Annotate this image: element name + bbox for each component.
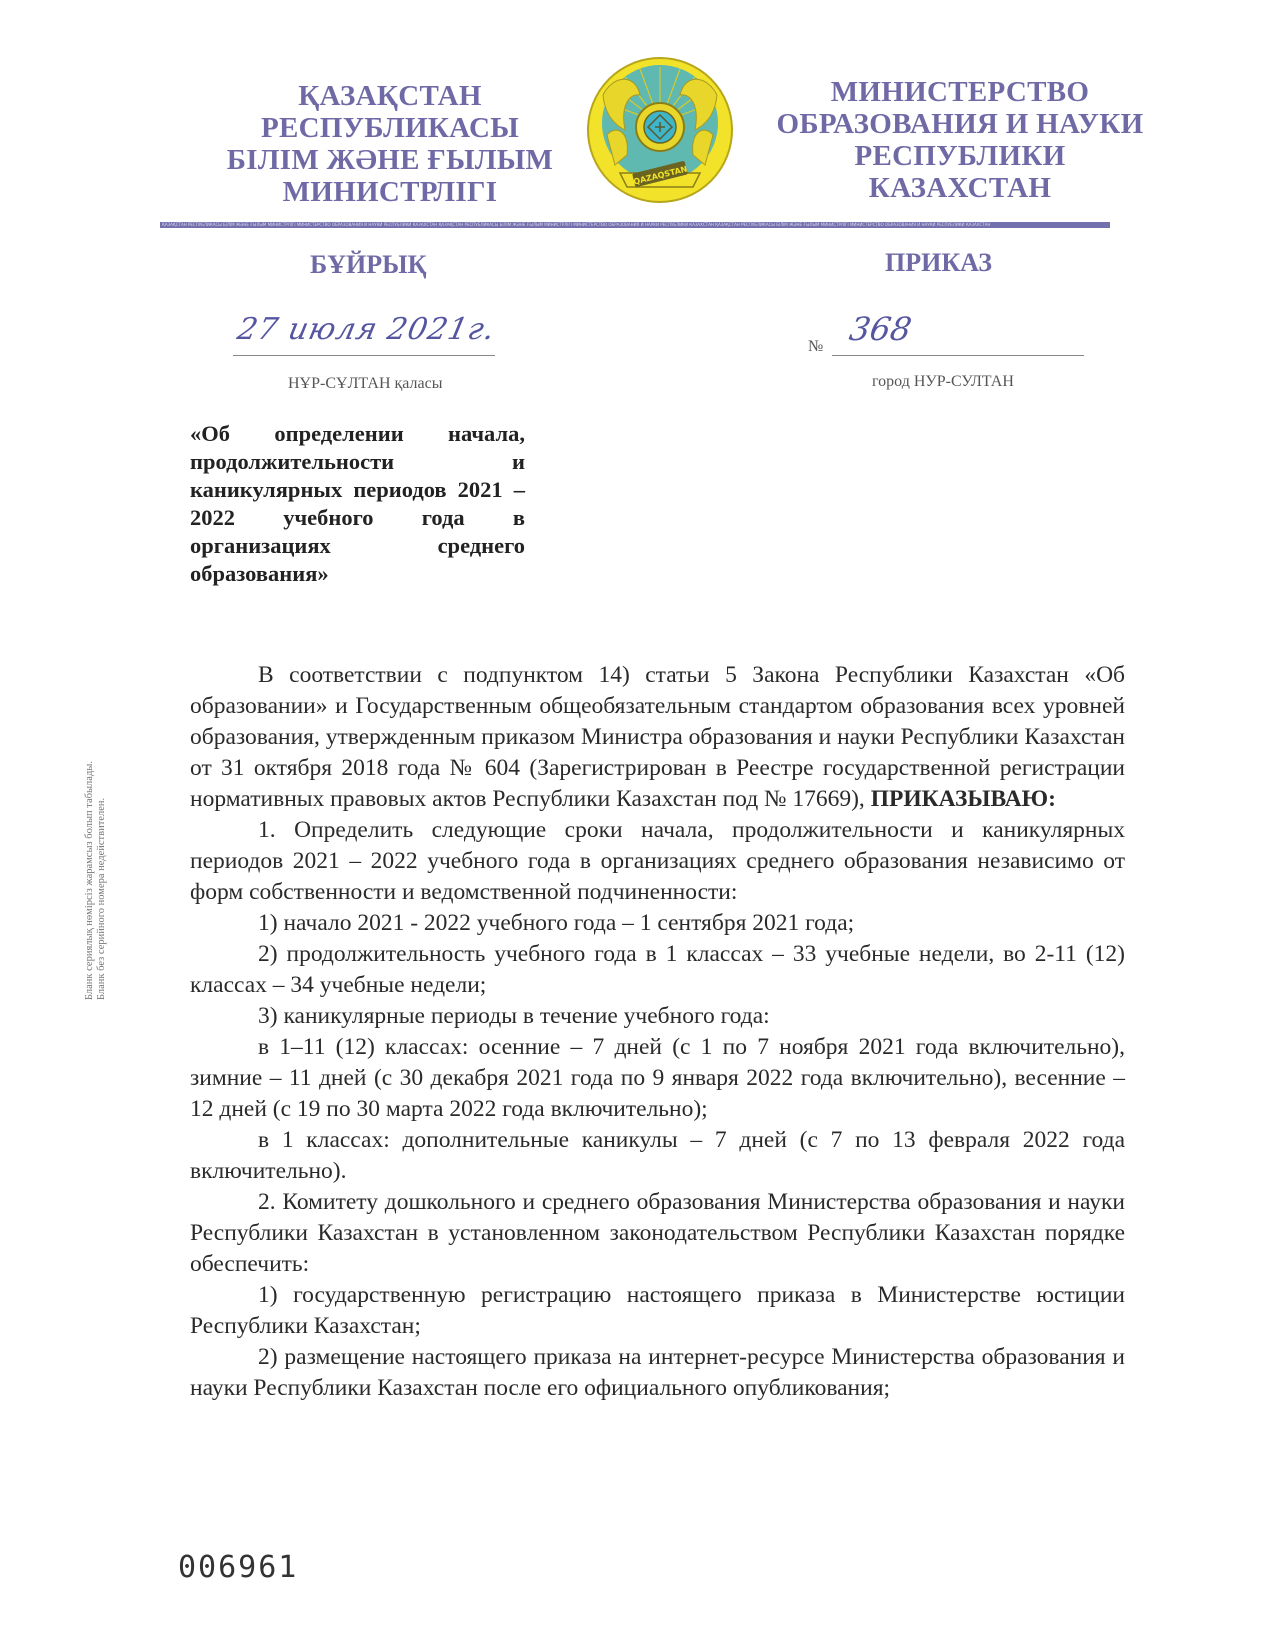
order-date-handwritten: 27 июля 2021г.	[234, 312, 499, 347]
city-kazakh: НҰР-СҰЛТАН қаласы	[288, 375, 443, 392]
ministry-name-kz-line: МИНИСТРЛІГІ	[282, 176, 498, 208]
side-note-russian: Бланк без серийного номера недействителен.	[96, 797, 107, 1000]
clause-1-3: 3) каникулярные периоды в течение учебного года:	[258, 1003, 770, 1029]
order-title-russian: ПРИКАЗ	[885, 248, 993, 277]
clause-1-3-grade-1: в 1 классах: дополнительные каникулы – 7 дней (с 7 по 13 февраля 2022 года включительно).	[190, 1127, 1125, 1184]
clause-2-1: 1) государственную регистрацию настоящего приказа в Министерстве юстиции Республики Казахстан;	[190, 1282, 1125, 1339]
clause-1-2: 2) продолжительность учебного года в 1 классах – 33 учебные недели, во 2-11 (12) классах – 34 учебные недели;	[190, 941, 1125, 998]
ministry-name-ru-line: МИНИСТЕРСТВО	[830, 76, 1090, 108]
preamble-paragraph	[190, 660, 1125, 815]
emblem-label: QAZAQSTAN	[632, 164, 689, 187]
ministry-name-ru-line: КАЗАХСТАН	[868, 172, 1052, 204]
side-note	[84, 660, 124, 1000]
state-emblem-graphic	[585, 55, 735, 205]
letterhead-microtext: ҚАЗАҚСТАН РЕСПУБЛИКАСЫ БІЛІМ ЖӘНЕ ҒЫЛЫМ МИНИСТРЛІГІ МИНИСТЕРСТВО ОБРАЗОВАНИЯ И НАУКИ РЕСПУБЛИКИ КАЗАХСТАН ҚАЗАҚСТАН РЕСПУБЛИКАСЫ БІЛІМ ЖӘНЕ ҒЫЛЫМ МИНИСТРЛІГІ МИНИСТЕРСТВО ОБРАЗОВАНИЯ И НАУКИ РЕСПУБЛИКИ КАЗАХСТАН ҚАЗАҚСТАН РЕСПУБЛИКАСЫ БІЛІМ ЖӘНЕ ҒЫЛЫМ МИНИСТРЛІГІ МИНИСТЕРСТВО ОБРАЗОВАНИЯ И НАУКИ РЕСПУБЛИКИ КАЗАХСТАН	[162, 222, 991, 227]
number-underline	[832, 355, 1084, 356]
ministry-name-kz-line: БІЛІМ ЖӘНЕ ҒЫЛЫМ	[226, 144, 554, 176]
order-title-kazakh: БҰЙРЫҚ	[310, 250, 427, 279]
ministry-name-kazakh	[200, 80, 580, 208]
order-body	[190, 660, 1125, 1404]
ministry-name-russian	[740, 76, 1180, 204]
clause-1-3-grades-1-11: в 1–11 (12) классах: осенние – 7 дней (с 1 по 7 ноября 2021 года включительно), зимние – 11 дней (с 30 декабря 2021 года по 9 января 2022 года включительно), весенние – 12 дней (с 19 по 30 марта 2022 года включительно);	[190, 1034, 1125, 1122]
ministry-name-kz-line: РЕСПУБЛИКАСЫ	[260, 112, 519, 144]
clause-1: 1. Определить следующие сроки начала, продолжительности и каникулярных периодов 2021 – 2022 учебного года в организациях среднего образования независимо от форм собственности и ведомственной подчиненности:	[190, 817, 1125, 905]
order-word: ПРИКАЗЫВАЮ:	[870, 786, 1056, 812]
clause-2: 2. Комитету дошкольного и среднего образования Министерства образования и науки Республики Казахстан в установленном законодательством Республики Казахстан порядке обеспечить:	[190, 1189, 1125, 1277]
state-emblem-icon	[585, 55, 735, 205]
ministry-name-ru-line: РЕСПУБЛИКИ	[854, 140, 1066, 172]
order-number-handwritten: 368	[846, 310, 915, 348]
ministry-name-ru-line: ОБРАЗОВАНИЯ И НАУКИ	[776, 108, 1144, 140]
preamble-text: В соответствии с подпунктом 14) статьи 5 Закона Республики Казахстан «Об образовании» и Государственным общеобязательным стандартом образования всех уровней образования, утвержденным приказом Министра образования и науки Республики Казахстан от 31 октября 2018 года № 604 (Зарегистрирован в Реестре государственной регистрации нормативных правовых актов Республики Казахстан под № 17669),	[190, 662, 1125, 812]
number-sign: №	[808, 338, 824, 355]
date-underline	[233, 355, 495, 356]
clause-1-1: 1) начало 2021 - 2022 учебного года – 1 сентября 2021 года;	[258, 910, 855, 936]
clause-2-2: 2) размещение настоящего приказа на интернет-ресурсе Министерства образования и науки Республики Казахстан после его официального опубликования;	[190, 1344, 1125, 1401]
side-note-kazakh: Бланк сериялық нөмірсіз жарамсыз болып табылады.	[84, 761, 95, 1000]
ministry-name-kz-line: ҚАЗАҚСТАН	[298, 80, 482, 112]
order-subject: «Об определении начала, продолжительности и каникулярных периодов 2021 – 2022 учебного года в организациях среднего образования»	[190, 421, 525, 586]
city-russian: город НУР-СУЛТАН	[872, 373, 1014, 390]
serial-number: 006961	[178, 1550, 299, 1585]
